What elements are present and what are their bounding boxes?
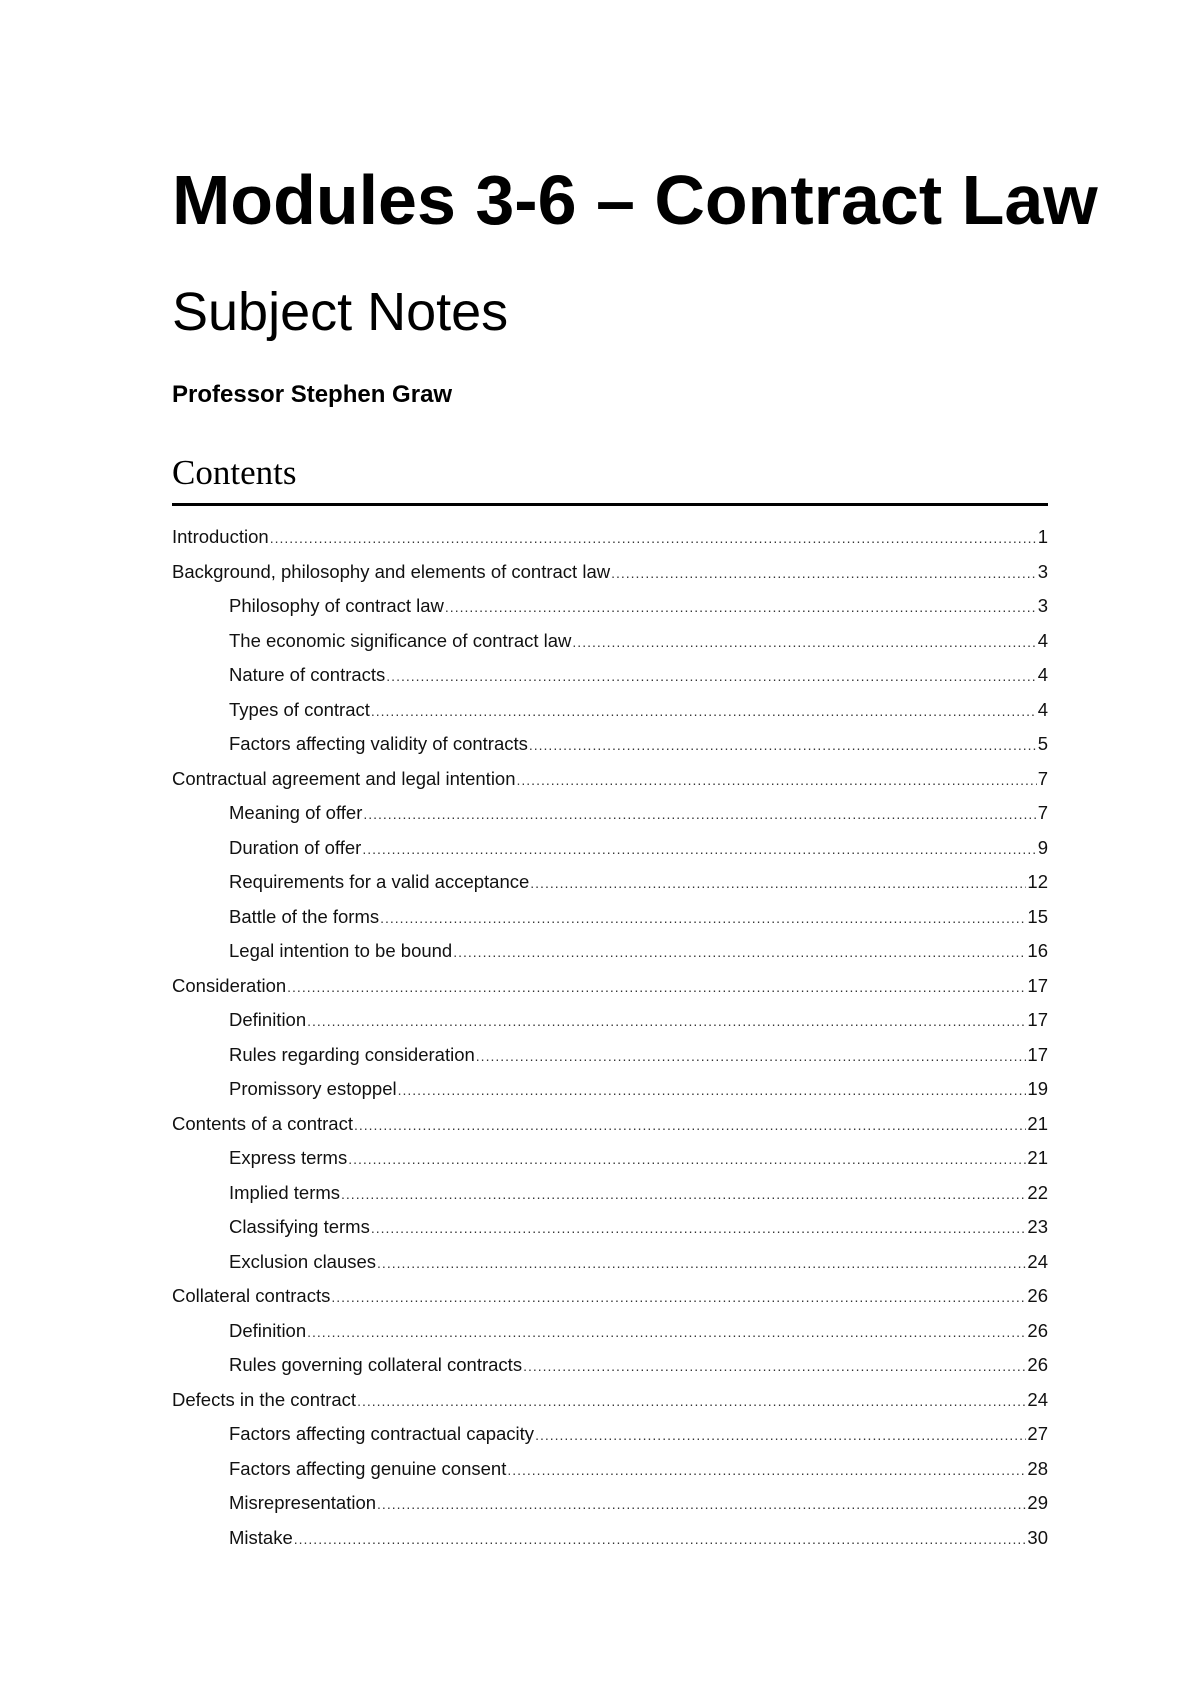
toc-entry-page-number: 7 xyxy=(1037,802,1048,823)
toc-entry[interactable] xyxy=(172,865,1048,900)
toc-dot-leader xyxy=(380,901,1026,936)
toc-entry-label: Rules governing collateral contracts xyxy=(229,1354,523,1375)
toc-entry-page-number: 19 xyxy=(1027,1078,1048,1099)
toc-dot-leader xyxy=(507,1453,1026,1488)
toc-entry[interactable] xyxy=(172,1417,1048,1452)
toc-entry[interactable] xyxy=(172,1452,1048,1487)
table-of-contents xyxy=(172,520,1048,1555)
toc-dot-leader xyxy=(530,866,1026,901)
toc-entry-label: Background, philosophy and elements of contract law xyxy=(172,560,611,582)
toc-dot-leader xyxy=(270,521,1037,556)
toc-entry[interactable] xyxy=(172,658,1048,693)
toc-dot-leader xyxy=(572,625,1036,660)
toc-entry-page-number: 29 xyxy=(1027,1492,1048,1513)
toc-entry-label: Nature of contracts xyxy=(229,664,386,685)
toc-entry[interactable] xyxy=(172,555,1048,590)
toc-dot-leader xyxy=(307,1315,1026,1350)
toc-entry[interactable] xyxy=(172,1176,1048,1211)
toc-entry[interactable] xyxy=(172,1279,1048,1314)
toc-entry-label: Battle of the forms xyxy=(229,905,380,927)
toc-entry-label: Mistake xyxy=(229,1526,293,1548)
toc-entry[interactable] xyxy=(172,796,1048,831)
toc-entry-label: Requirements for a valid acceptance xyxy=(229,871,530,892)
toc-dot-leader xyxy=(363,797,1036,832)
toc-entry[interactable] xyxy=(172,1348,1048,1383)
toc-dot-leader xyxy=(453,935,1026,970)
toc-entry-page-number: 26 xyxy=(1027,1285,1048,1306)
toc-entry-page-number: 16 xyxy=(1027,940,1048,961)
toc-dot-leader xyxy=(535,1418,1026,1453)
toc-entry-label: Definition xyxy=(229,1009,307,1030)
toc-entry[interactable] xyxy=(172,1486,1048,1521)
toc-entry-page-number: 9 xyxy=(1037,836,1048,858)
toc-entry-page-number: 4 xyxy=(1037,629,1048,651)
toc-dot-leader xyxy=(307,1004,1026,1039)
toc-dot-leader xyxy=(445,590,1037,625)
toc-entry-label: Consideration xyxy=(172,974,287,996)
toc-entry-page-number: 4 xyxy=(1037,664,1048,685)
toc-entry[interactable] xyxy=(172,1314,1048,1349)
toc-dot-leader xyxy=(398,1073,1027,1108)
toc-entry-page-number: 1 xyxy=(1037,526,1048,547)
toc-entry-page-number: 21 xyxy=(1027,1147,1048,1168)
toc-entry-page-number: 26 xyxy=(1027,1354,1048,1375)
toc-entry-label: Collateral contracts xyxy=(172,1285,331,1306)
toc-entry-page-number: 22 xyxy=(1027,1181,1048,1203)
toc-entry-label: Misrepresentation xyxy=(229,1492,377,1513)
toc-entry[interactable] xyxy=(172,831,1048,866)
toc-entry-label: Express terms xyxy=(229,1147,348,1168)
toc-dot-leader xyxy=(523,1349,1026,1384)
toc-entry[interactable] xyxy=(172,520,1048,555)
toc-entry-label: Meaning of offer xyxy=(229,802,363,823)
toc-dot-leader xyxy=(348,1142,1026,1177)
toc-dot-leader xyxy=(354,1108,1026,1143)
toc-entry[interactable] xyxy=(172,1521,1048,1556)
toc-entry-page-number: 17 xyxy=(1027,974,1048,996)
toc-entry[interactable] xyxy=(172,624,1048,659)
toc-entry-label: Types of contract xyxy=(229,698,370,720)
toc-entry[interactable] xyxy=(172,589,1048,624)
toc-entry[interactable] xyxy=(172,1107,1048,1142)
toc-entry-label: Exclusion clauses xyxy=(229,1250,377,1272)
toc-entry-page-number: 17 xyxy=(1027,1043,1048,1065)
toc-entry-label: Defects in the contract xyxy=(172,1388,357,1410)
toc-entry[interactable] xyxy=(172,727,1048,762)
toc-entry-label: Legal intention to be bound xyxy=(229,940,453,961)
toc-entry-label: Factors affecting contractual capacity xyxy=(229,1423,535,1444)
toc-entry-label: Promissory estoppel xyxy=(229,1078,397,1099)
toc-entry[interactable] xyxy=(172,1383,1048,1418)
toc-entry[interactable] xyxy=(172,969,1048,1004)
toc-dot-leader xyxy=(386,659,1036,694)
toc-entry-label: Introduction xyxy=(172,526,269,547)
toc-dot-leader xyxy=(362,832,1036,867)
toc-entry[interactable] xyxy=(172,1210,1048,1245)
document-title: Modules 3-6 – Contract Law xyxy=(172,161,1098,239)
toc-entry-page-number: 3 xyxy=(1037,560,1048,582)
document-subtitle: Subject Notes xyxy=(172,282,509,342)
contents-divider xyxy=(172,503,1048,506)
toc-entry-page-number: 12 xyxy=(1027,871,1048,892)
toc-dot-leader xyxy=(377,1487,1026,1522)
toc-dot-leader xyxy=(611,556,1037,591)
toc-entry-page-number: 21 xyxy=(1027,1112,1048,1134)
toc-entry[interactable] xyxy=(172,1141,1048,1176)
toc-entry-page-number: 4 xyxy=(1037,698,1048,720)
toc-entry-page-number: 5 xyxy=(1037,733,1048,754)
toc-entry-page-number: 30 xyxy=(1027,1526,1048,1548)
toc-entry-label: Duration of offer xyxy=(229,836,362,858)
document-author: Professor Stephen Graw xyxy=(172,381,453,408)
toc-entry-label: Contractual agreement and legal intention xyxy=(172,767,516,789)
toc-entry-label: Implied terms xyxy=(229,1181,341,1203)
toc-entry-page-number: 28 xyxy=(1027,1457,1048,1479)
toc-entry-page-number: 27 xyxy=(1027,1423,1048,1444)
toc-entry-label: Contents of a contract xyxy=(172,1112,353,1134)
toc-entry-page-number: 7 xyxy=(1037,767,1048,789)
toc-dot-leader xyxy=(287,970,1026,1005)
contents-heading: Contents xyxy=(172,453,297,492)
toc-dot-leader xyxy=(517,763,1037,798)
toc-entry-page-number: 23 xyxy=(1027,1216,1048,1237)
toc-entry-label: Definition xyxy=(229,1319,307,1341)
toc-dot-leader xyxy=(341,1177,1026,1212)
toc-dot-leader xyxy=(377,1246,1026,1281)
toc-dot-leader xyxy=(476,1039,1027,1074)
toc-entry-label: Factors affecting validity of contracts xyxy=(229,733,528,754)
toc-entry-page-number: 24 xyxy=(1027,1250,1048,1272)
toc-dot-leader xyxy=(371,694,1037,729)
toc-entry-label: Rules regarding consideration xyxy=(229,1043,475,1065)
toc-entry-label: Factors affecting genuine consent xyxy=(229,1457,507,1479)
toc-entry-page-number: 26 xyxy=(1027,1319,1048,1341)
toc-entry-label: Philosophy of contract law xyxy=(229,595,444,616)
toc-entry[interactable] xyxy=(172,934,1048,969)
toc-entry-page-number: 15 xyxy=(1027,905,1048,927)
toc-entry-page-number: 3 xyxy=(1037,595,1048,616)
toc-dot-leader xyxy=(529,728,1037,763)
toc-dot-leader xyxy=(357,1384,1026,1419)
toc-entry[interactable] xyxy=(172,1072,1048,1107)
toc-entry[interactable] xyxy=(172,900,1048,935)
toc-entry-page-number: 17 xyxy=(1027,1009,1048,1030)
toc-entry[interactable] xyxy=(172,693,1048,728)
toc-entry[interactable] xyxy=(172,1245,1048,1280)
toc-dot-leader xyxy=(294,1522,1027,1557)
toc-entry-label: The economic significance of contract law xyxy=(229,629,572,651)
toc-dot-leader xyxy=(331,1280,1026,1315)
toc-entry[interactable] xyxy=(172,762,1048,797)
toc-entry-label: Classifying terms xyxy=(229,1216,370,1237)
toc-entry[interactable] xyxy=(172,1038,1048,1073)
toc-dot-leader xyxy=(371,1211,1027,1246)
toc-entry-page-number: 24 xyxy=(1027,1388,1048,1410)
toc-entry[interactable] xyxy=(172,1003,1048,1038)
